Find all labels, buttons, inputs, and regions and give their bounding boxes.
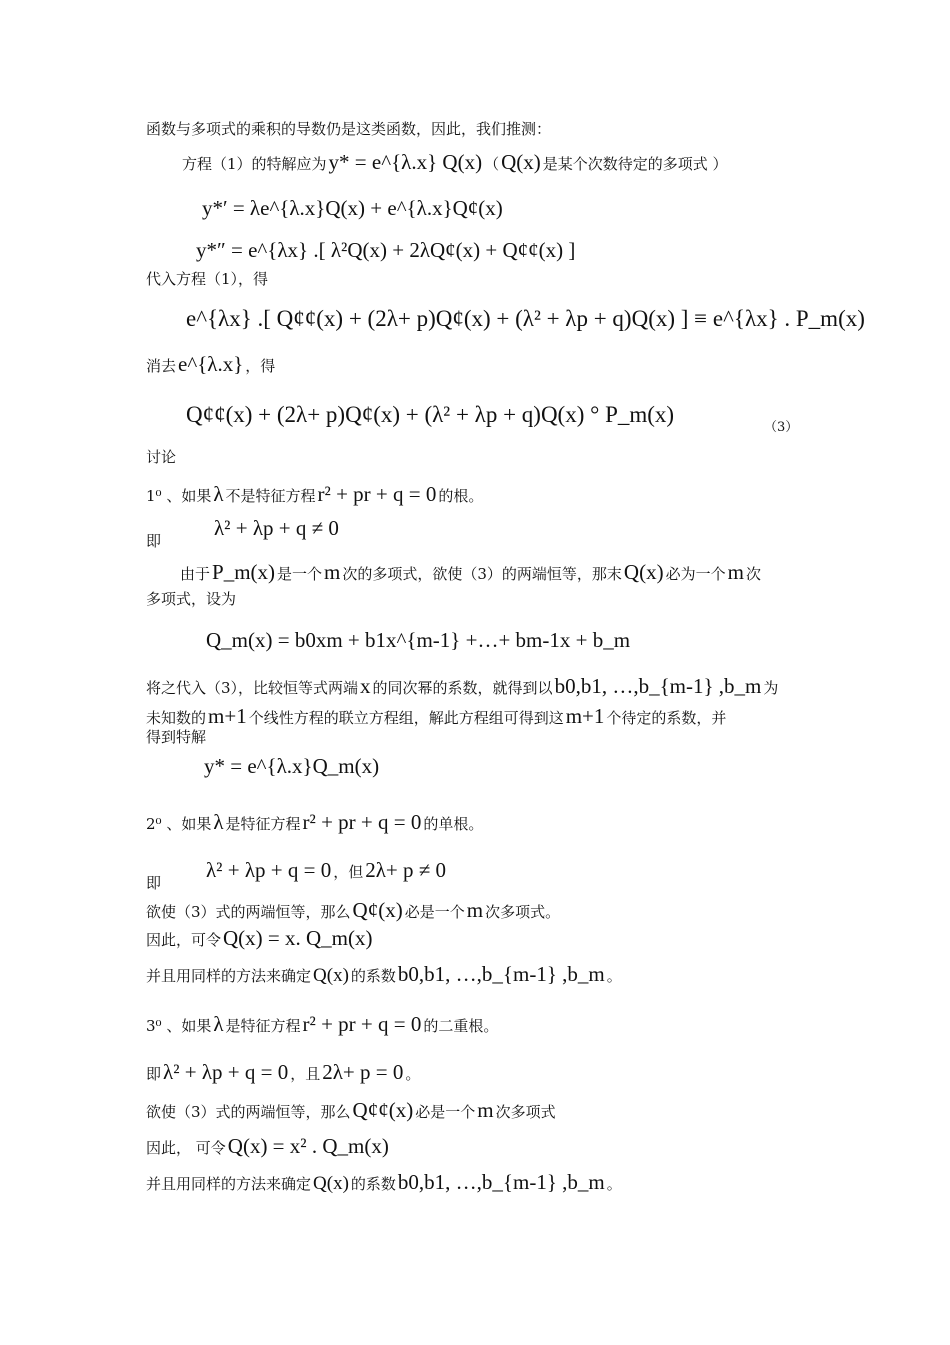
text-run: 。: [606, 1175, 622, 1193]
equation-number: （3）: [764, 420, 799, 435]
line-case2: [146, 810, 483, 835]
math-expression: y*′ = λe^{λ.x}Q(x) + e^{λ.x}Q¢(x): [202, 196, 503, 220]
line-case1-ji: [146, 530, 161, 551]
line-guess: [182, 150, 728, 175]
text-run: 。: [405, 1065, 421, 1083]
math-expression: Q(x) = x² . Q_m(x): [227, 1134, 389, 1158]
math-expression: λ² + λp + q ≠ 0: [214, 516, 339, 540]
text-run: 欲使（3）式的两端恒等，那么: [146, 903, 351, 921]
text-run: 未知数的: [146, 709, 207, 727]
math-expression: b0,b1, …,b_{m-1} ,b_m: [397, 1170, 605, 1194]
math-expression: y*″ = e^{λx} .[ λ²Q(x) + 2λQ¢(x) + Q¢¢(x) ]: [196, 238, 576, 262]
text-run: 3⁰ 、如果: [146, 1017, 212, 1035]
text-run: 必为一个: [665, 565, 726, 583]
text-run: 必是一个: [404, 903, 465, 921]
text-run: 将之代入（3），比较恒等式两端: [146, 679, 359, 697]
text-run: ，且: [290, 1065, 321, 1083]
line-case2-text3: [146, 962, 622, 987]
text-run: 个线性方程的联立方程组，解此方程组可得到这: [248, 709, 564, 727]
math-expression: x: [360, 674, 371, 698]
text-run: ，但: [333, 863, 364, 881]
text-run: ，得: [245, 357, 276, 375]
text-run: 的同次幂的系数，就得到以: [372, 679, 553, 697]
math-expression: e^{λx} .[ Q¢¢(x) + (2λ+ p)Q¢(x) + (λ² + λp + q)Q(x) ] ≡ e^{λx} . P_m(x): [186, 306, 865, 331]
math-expression: Q¢(x): [352, 898, 403, 922]
line-case1-text5: [146, 726, 206, 747]
text-run: 为: [763, 679, 779, 697]
text-run: 消去: [146, 357, 177, 375]
math-expression: 2λ+ p ≠ 0: [365, 858, 447, 882]
math-expression: r² + pr + q = 0: [302, 1012, 422, 1036]
math-expression: Q(x): [313, 965, 349, 986]
math-expression: m: [466, 898, 484, 922]
line-case2-ji: [146, 872, 161, 893]
text-run: 的根。: [438, 487, 484, 505]
text-run: 多项式，设为: [146, 590, 237, 608]
text-run: 不是特征方程: [225, 487, 316, 505]
math-expression: Q_m(x) = b0xm + b1x^{m-1} +…+ bm-1x + b_m: [206, 628, 631, 652]
line-case1-condition: [214, 516, 339, 541]
text-run: 。: [606, 967, 622, 985]
math-expression: 2λ+ p = 0: [322, 1060, 404, 1084]
line-case1-text4: [146, 704, 726, 729]
math-expression: m: [727, 560, 744, 584]
text-run: 即: [146, 532, 162, 550]
math-expression: b0,b1, …,b_{m-1} ,b_m: [554, 674, 762, 698]
text-run: 方程（1）的特解应为: [182, 155, 327, 173]
text-run: 欲使（3）式的两端恒等，那么: [146, 1103, 351, 1121]
math-expression: m: [477, 1098, 494, 1122]
line-substitute: [146, 268, 268, 289]
text-run: 次多项式: [495, 1103, 556, 1121]
line-equation-3: [186, 402, 674, 428]
text-run: 次多项式。: [485, 903, 561, 921]
line-case3-text2: [146, 1134, 389, 1159]
text-run: 得到特解: [146, 728, 207, 746]
math-expression: λ: [213, 482, 224, 506]
math-expression: λ² + λp + q = 0: [163, 1060, 289, 1084]
text-run: 因此，可令: [146, 931, 222, 949]
line-intro: [146, 118, 551, 139]
math-expression: m+1: [565, 704, 605, 728]
text-run: 次的多项式，欲使（3）的两端恒等，那末: [342, 565, 622, 583]
text-run: 代入方程（1），得: [146, 270, 269, 288]
line-second-derivative: [196, 238, 575, 263]
math-expression: b0,b1, …,b_{m-1} ,b_m: [397, 962, 605, 986]
math-expression: λ² + λp + q = 0: [206, 858, 332, 882]
text-run: 即: [146, 874, 162, 892]
line-discussion: [146, 446, 176, 467]
math-expression: Q(x): [623, 560, 664, 584]
text-run: 是一个: [277, 565, 323, 583]
text-run: 是某个次数待定的多项式 ）: [542, 155, 728, 173]
text-run: 的二重根。: [423, 1017, 499, 1035]
text-run: （: [484, 155, 500, 173]
line-first-derivative: [202, 196, 503, 221]
line-case2-text1: [146, 898, 560, 923]
math-expression: λ: [213, 1012, 224, 1036]
text-run: 讨论: [146, 448, 177, 466]
math-expression: r² + pr + q = 0: [317, 482, 437, 506]
line-case1: [146, 482, 483, 507]
line-case3-text3: [146, 1170, 622, 1195]
math-expression: Q(x): [313, 1173, 349, 1194]
math-expression: r² + pr + q = 0: [302, 810, 422, 834]
text-run: 个待定的系数，并: [606, 709, 727, 727]
text-run: 即: [146, 1065, 162, 1083]
math-expression: Q¢¢(x) + (2λ+ p)Q¢(x) + (λ² + λp + q)Q(x) ° P_m(x): [186, 402, 675, 427]
text-run: 2⁰ 、如果: [146, 815, 212, 833]
text-run: 次: [745, 565, 761, 583]
math-expression: m+1: [208, 704, 247, 728]
text-run: 的系数: [350, 1175, 396, 1193]
line-case2-text2: [146, 926, 373, 951]
text-run: 是特征方程: [225, 815, 301, 833]
math-expression: λ: [213, 810, 224, 834]
line-case3-condition: [146, 1060, 420, 1085]
math-expression: m: [324, 560, 341, 584]
text-run: 的系数: [350, 967, 396, 985]
text-run: 因此， 可令: [146, 1139, 226, 1157]
math-expression: Q¢¢(x): [352, 1098, 414, 1122]
text-run: 是特征方程: [225, 1017, 301, 1035]
text-run: 1⁰ 、如果: [146, 487, 212, 505]
math-expression: e^{λ.x}: [178, 352, 244, 376]
text-run: 的单根。: [423, 815, 484, 833]
line-case1-solution: [204, 754, 379, 779]
math-expression: P_m(x): [212, 560, 276, 584]
line-case1-text2: [146, 588, 236, 609]
math-expression: y* = e^{λ.x} Q(x): [328, 150, 483, 174]
text-run: 必是一个: [415, 1103, 476, 1121]
line-substituted-equation: [186, 306, 865, 332]
line-qm-polynomial: [206, 628, 630, 653]
text-run: 函数与多项式的乘积的导数仍是这类函数，因此，我们推测：: [146, 120, 552, 138]
text-run: 由于: [180, 565, 211, 583]
line-case1-text3: [146, 674, 778, 699]
text-run: 并且用同样的方法来确定: [146, 967, 312, 985]
text-run: 并且用同样的方法来确定: [146, 1175, 312, 1193]
line-case1-text1: [180, 560, 761, 585]
math-expression: Q(x) = x. Q_m(x): [223, 926, 373, 950]
line-case2-condition: [206, 858, 446, 883]
line-case3: [146, 1012, 498, 1037]
line-case3-text1: [146, 1098, 556, 1123]
math-expression: Q(x): [501, 150, 541, 174]
math-expression: y* = e^{λ.x}Q_m(x): [204, 754, 380, 778]
line-eliminate: [146, 352, 275, 377]
